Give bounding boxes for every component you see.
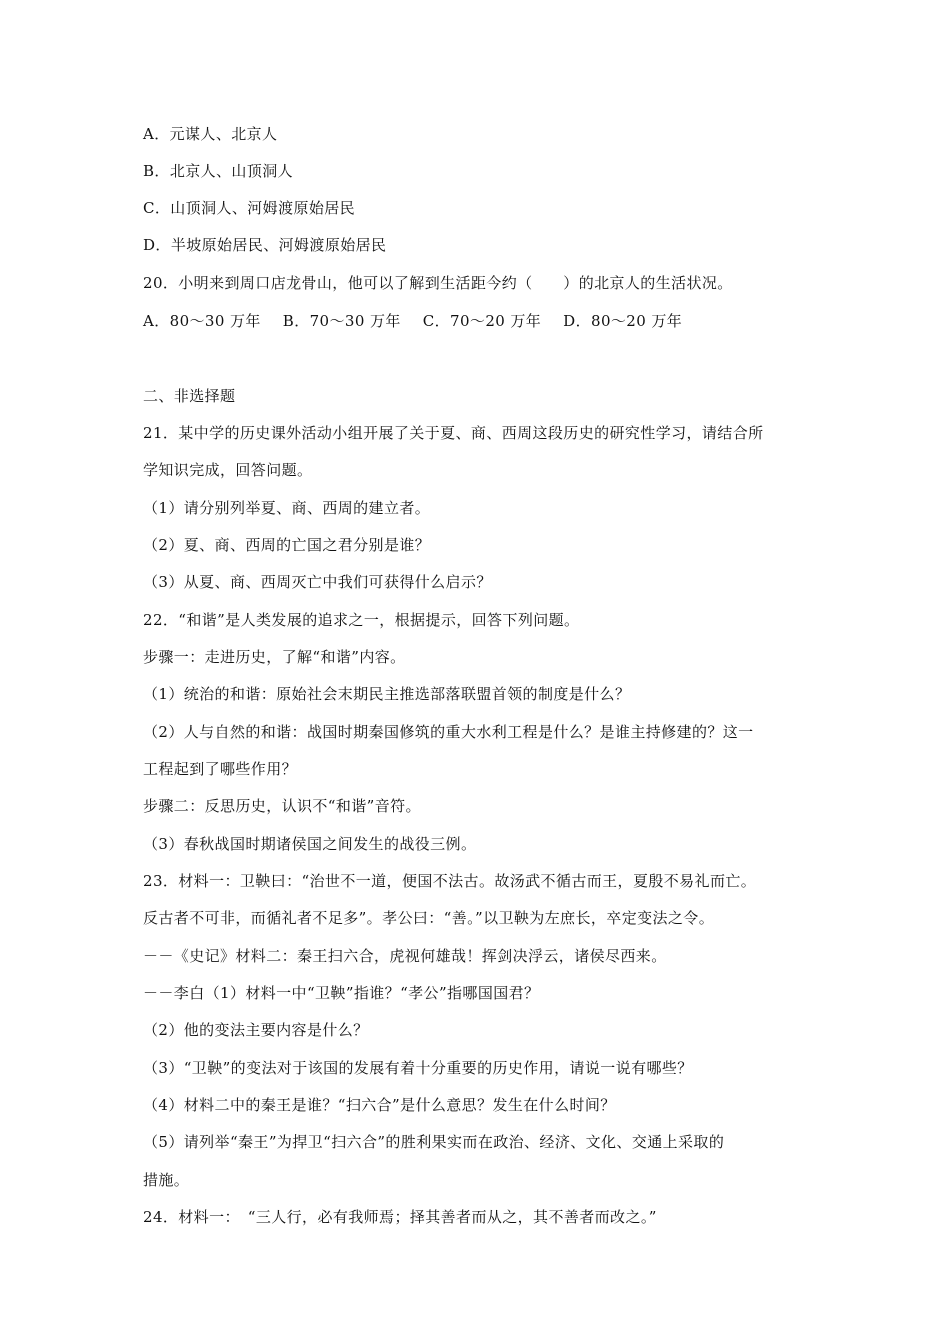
q23-line1: 23．材料一：卫鞅曰：“治世不一道，便国不法古。故汤武不循古而王，夏殷不易礼而亡。 bbox=[143, 872, 757, 890]
q22-step2: 步骤二：反思历史，认识不“和谐”音符。 bbox=[143, 797, 421, 815]
q19-option-b: B．北京人、山顶洞人 bbox=[143, 162, 294, 180]
q23-sub4: （4）材料二中的秦王是谁？“扫六合”是什么意思？发生在什么时间？ bbox=[143, 1096, 616, 1114]
q21-sub2: （2）夏、商、西周的亡国之君分别是谁？ bbox=[143, 536, 431, 554]
q23-line4: －－李白（1）材料一中“卫鞅”指谁？“孝公”指哪国国君？ bbox=[143, 984, 540, 1002]
q22-sub2-line2: 工程起到了哪些作用？ bbox=[143, 760, 298, 778]
q20-option-b: B．70～30 万年 bbox=[282, 312, 401, 330]
q19-option-a: A．元谋人、北京人 bbox=[143, 125, 278, 143]
q23-sub2: （2）他的变法主要内容是什么？ bbox=[143, 1021, 369, 1039]
q22-sub1: （1）统治的和谐：原始社会末期民主推选部落联盟首领的制度是什么？ bbox=[143, 685, 631, 703]
q19-option-c: C．山顶洞人、河姆渡原始居民 bbox=[143, 199, 356, 217]
q21-sub3: （3）从夏、商、西周灭亡中我们可获得什么启示？ bbox=[143, 573, 492, 591]
section-title: 二、非选择题 bbox=[143, 387, 236, 405]
q21-stem-line2: 学知识完成，回答问题。 bbox=[143, 461, 313, 479]
q22-stem: 22．“和谐”是人类发展的追求之一，根据提示，回答下列问题。 bbox=[143, 611, 580, 629]
q23-sub5-line2: 措施。 bbox=[143, 1171, 190, 1189]
q20-option-a: A．80～30 万年 bbox=[143, 312, 261, 330]
q23-sub3: （3）“卫鞅”的变法对于该国的发展有着十分重要的历史作用，请说一说有哪些？ bbox=[143, 1059, 693, 1077]
q20-stem: 20．小明来到周口店龙骨山，他可以了解到生活距今约（ ）的北京人的生活状况。 bbox=[143, 274, 733, 292]
q24-line1: 24．材料一： “三人行，必有我师焉；择其善者而从之，其不善者而改之。” bbox=[143, 1208, 657, 1226]
q22-sub3: （3）春秋战国时期诸侯国之间发生的战役三例。 bbox=[143, 835, 477, 853]
q20-option-c: C．70～20 万年 bbox=[422, 312, 542, 330]
q19-option-d: D．半坡原始居民、河姆渡原始居民 bbox=[143, 236, 387, 254]
q23-line2: 反古者不可非，而循礼者不足多”。孝公曰：“善。”以卫鞅为左庶长，卒定变法之令。 bbox=[143, 909, 715, 927]
q20-options bbox=[143, 311, 704, 331]
q20-option-d: D．80～20 万年 bbox=[563, 312, 683, 330]
q23-sub5-line1: （5）请列举“秦王”为捍卫“扫六合”的胜利果实而在政治、经济、文化、交通上采取的 bbox=[143, 1133, 725, 1151]
q21-sub1: （1）请分别列举夏、商、西周的建立者。 bbox=[143, 499, 431, 517]
q22-step1: 步骤一：走进历史，了解“和谐”内容。 bbox=[143, 648, 406, 666]
q21-stem-line1: 21．某中学的历史课外活动小组开展了关于夏、商、西周这段历史的研究性学习，请结合所 bbox=[143, 424, 764, 442]
q22-sub2-line1: （2）人与自然的和谐：战国时期秦国修筑的重大水利工程是什么？是谁主持修建的？这一 bbox=[143, 723, 754, 741]
q23-line3: －－《史记》材料二：秦王扫六合，虎视何雄哉！挥剑决浮云，诸侯尽西来。 bbox=[143, 947, 667, 965]
